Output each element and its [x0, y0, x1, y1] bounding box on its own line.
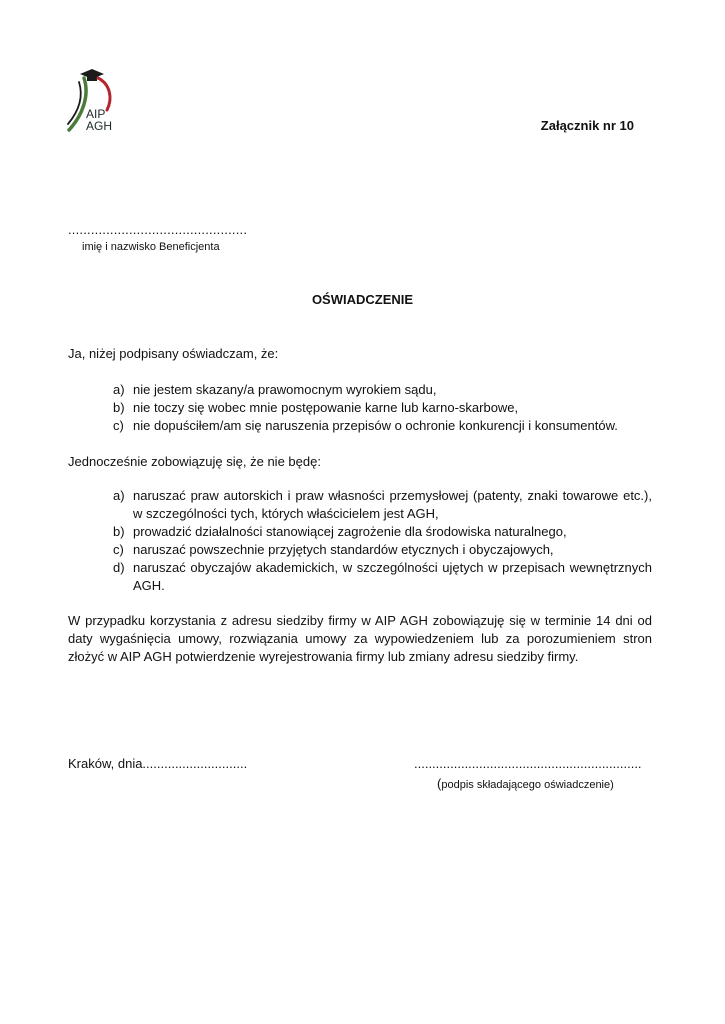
- list-marker: a): [113, 382, 125, 397]
- list-marker: a): [113, 488, 125, 503]
- list-item-text: prowadzić działalności stanowiącej zagrożenie dla środowiska naturalnego,: [133, 524, 567, 539]
- beneficiary-name-line: ...............................................: [68, 222, 248, 237]
- document-title: OŚWIADCZENIE: [311, 292, 414, 307]
- logo-red-arc: [98, 78, 110, 110]
- list-item-text: naruszać powszechnie przyjętych standardów etycznych i obyczajowych,: [133, 542, 554, 557]
- place-date-line: Kraków, dnia.............................: [68, 756, 248, 771]
- list-item: [68, 487, 652, 523]
- signature-paren: (: [437, 776, 442, 791]
- commitments-intro: Jednocześnie zobowiązuję się, że nie będę:: [68, 454, 321, 469]
- commitments-list: [68, 487, 652, 595]
- list-marker: c): [113, 418, 124, 433]
- list-item: [68, 381, 652, 399]
- logo-text-aip: AIP: [86, 107, 106, 121]
- beneficiary-name-label: imię i nazwisko Beneficjenta: [82, 241, 220, 253]
- signature-line: ...............................................................: [414, 756, 642, 771]
- list-item-text: nie toczy się wobec mnie postępowanie karne lub karno-skarbowe,: [133, 400, 519, 415]
- declaration-intro: Ja, niżej podpisany oświadczam, że:: [68, 346, 279, 361]
- list-item: [68, 523, 652, 541]
- logo-green-swoosh: [69, 78, 86, 130]
- logo-cap-base: [87, 76, 97, 81]
- list-marker: b): [113, 400, 125, 415]
- list-item-text: nie jestem skazany/a prawomocnym wyrokiem sądu,: [133, 382, 437, 397]
- signature-label: [437, 776, 614, 791]
- annex-label: Załącznik nr 10: [540, 118, 634, 133]
- list-item: [68, 399, 652, 417]
- list-marker: b): [113, 524, 125, 539]
- list-item-text: naruszać obyczajów akademickich, w szczególności ujętych w przepisach wewnętrznych AGH.: [133, 560, 652, 593]
- address-paragraph: W przypadku korzystania z adresu siedziby firmy w AIP AGH zobowiązuję się w terminie 14 dni od daty wygaśnięcia umowy, rozwiązania umowy za wypowiedzeniem lub za porozumieniem stron złożyć w AIP AGH potwierdzenie wyrejestrowania firmy lub zmiany adresu siedziby firmy.: [68, 613, 652, 664]
- list-item-text: naruszać praw autorskich i praw własności przemysłowej (patenty, znaki towarowe etc.), w szczególności tych, których właścicielem jest AGH,: [133, 488, 652, 521]
- signature-label-text: podpis składającego oświadczenie): [441, 779, 614, 791]
- list-item-text: nie dopuściłem/am się naruszenia przepisów o ochronie konkurencji i konsumentów.: [133, 418, 618, 433]
- aip-agh-logo: [66, 66, 118, 132]
- list-item: [68, 541, 652, 559]
- list-marker: d): [113, 560, 125, 575]
- list-item: [68, 559, 652, 595]
- declarations-list: [68, 381, 652, 435]
- list-marker: c): [113, 542, 124, 557]
- list-item: [68, 417, 652, 435]
- logo-text-agh: AGH: [86, 119, 113, 133]
